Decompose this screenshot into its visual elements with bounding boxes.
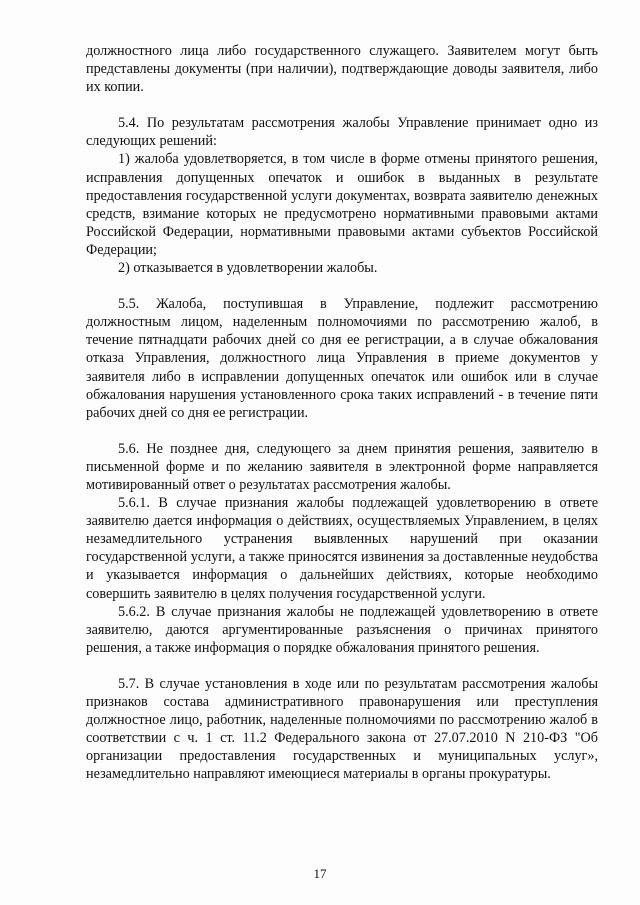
paragraph-5-4: 5.4. По результатам рассмотрения жалобы Управление принимает одно из следующих решений: [86, 115, 598, 150]
paragraph-5-6-1: 5.6.1. В случае признания жалобы подлежащей удовлетворению в ответе заявителю дается информация о действиях, осуществляемых Управлением, в целях незамедлительного устранения выявленных нарушений при оказании государственной услуги, а также приносятся извинения за доставленные неудобства и указывается информация о дальнейших действиях, которые необходимо совершить заявителю в целях получения государственной услуги. [86, 495, 598, 602]
paragraph-5-5: 5.5. Жалоба, поступившая в Управление, подлежит рассмотрению должностным лицом, наделенным полномочиями по рассмотрению жалоб, в течение пятнадцати рабочих дней со дня ее регистрации, а в случае обжалования отказа Управления, должностного лица Управления в приеме документов у заявителя либо в исправлении допущенных опечаток или ошибок или в случае обжалования нарушения установленного срока таких исправлений - в течение пяти рабочих дней со дня ее регистрации. [86, 296, 598, 421]
page-number: 17 [313, 866, 327, 881]
paragraph-5-6-2: 5.6.2. В случае признания жалобы не подлежащей удовлетворению в ответе заявителю, даются аргументированные разъяснения о причинах принятого решения, а также информация о порядке обжалования принятого решения. [86, 603, 598, 656]
paragraph-continuation: должностного лица либо государственного служащего. Заявителем могут быть представлены документы (при наличии), подтверждающие доводы заявителя, либо их копии. [86, 43, 598, 96]
paragraph-5-4-item-2: 2) отказывается в удовлетворении жалобы. [118, 260, 378, 277]
document-body [86, 42, 598, 783]
paragraph-5-7: 5.7. В случае установления в ходе или по результатам рассмотрения жалобы признаков состава административного правонарушения или преступления должностное лицо, работник, наделенные полномочиями по рассмотрению жалоб в соответствии с ч. 1 ст. 11.2 Федерального закона от 27.07.2010 N 210-ФЗ "Об организации предоставления государственных и муниципальных услуг», незамедлительно направляют имеющиеся материалы в органы прокуратуры. [86, 675, 598, 783]
paragraph-5-6: 5.6. Не позднее дня, следующего за днем принятия решения, заявителю в письменной форме и по желанию заявителя в электронной форме направляется мотивированный ответ о результатах рассмотрения жалобы. [86, 440, 598, 493]
paragraph-5-4-item-1: 1) жалоба удовлетворяется, в том числе в форме отмены принятого решения, исправления допущенных опечаток и ошибок в выданных в результате предоставления государственной услуги документах, возврата заявителю денежных средств, взимание которых не предусмотрено нормативными правовыми актами Российской Федерации, нормативными правовыми актами субъектов Российской Федерации; [86, 151, 598, 258]
